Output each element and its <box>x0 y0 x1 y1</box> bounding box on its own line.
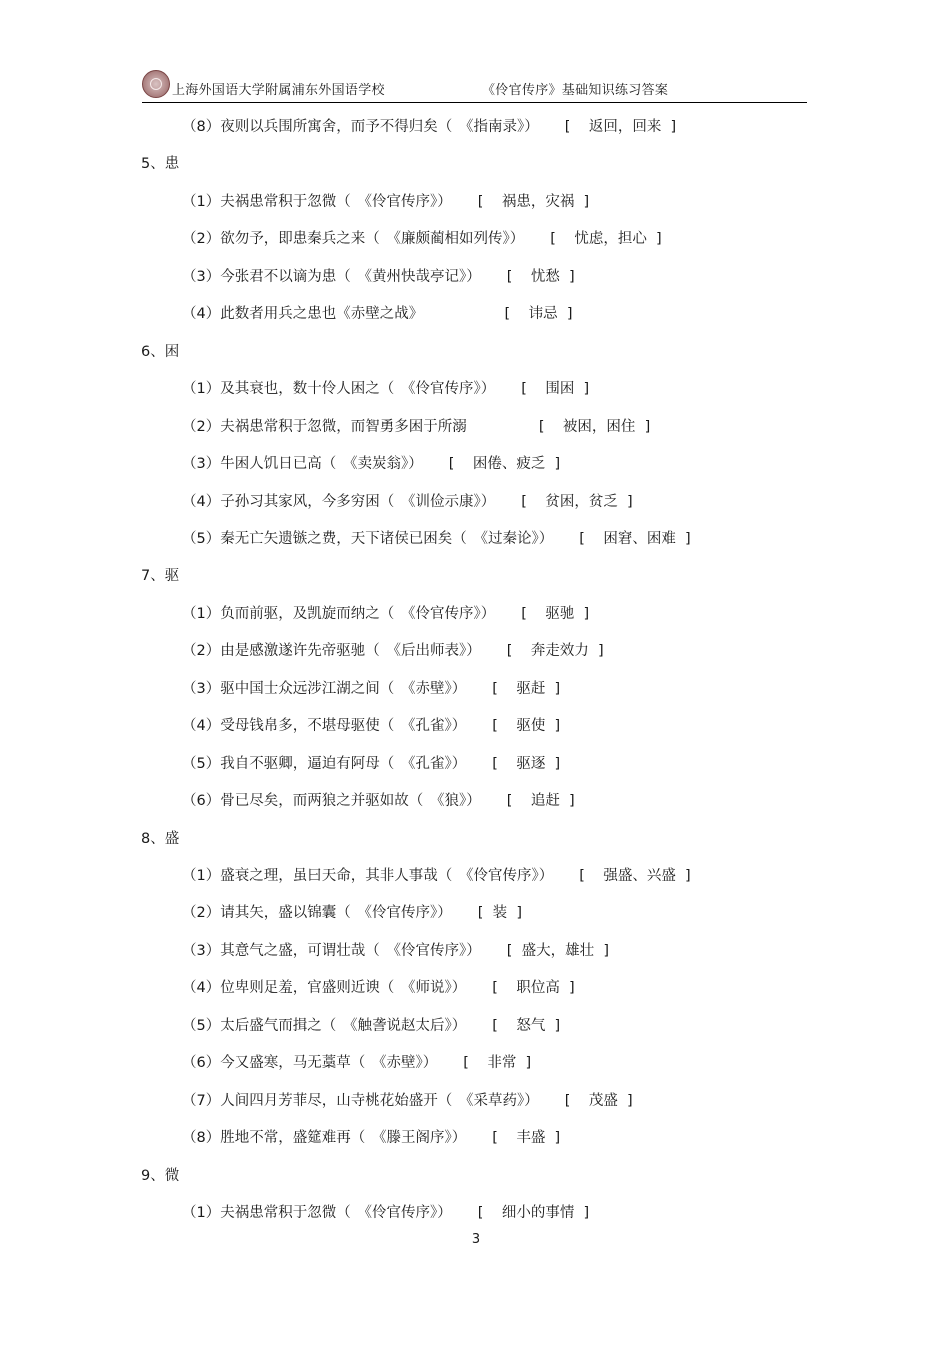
example-sentence: （1）负而前驱，及凯旋而纳之（ <box>182 605 395 622</box>
example-sentence: （2）请其矢，盛以锦囊（ <box>182 905 351 922</box>
list-item <box>182 527 691 551</box>
word-meaning: [ 丰盛 ] <box>492 1130 561 1147</box>
word-meaning: [ 追赶 ] <box>506 793 575 810</box>
example-sentence: （7）人间四月芳菲尽，山寺桃花始盛开（ <box>182 1092 453 1109</box>
section-heading: 8、盛 <box>141 830 180 847</box>
source-title: 《师说》） <box>408 980 467 997</box>
word-meaning: [ 贫困，贫乏 ] <box>521 493 633 510</box>
list-item <box>182 1014 560 1038</box>
source-title: 《训俭示康》） <box>408 493 496 510</box>
list-item <box>182 490 633 514</box>
word-meaning: [ 盛大，雄壮 ] <box>506 942 609 959</box>
section-heading: 9、微 <box>141 1167 180 1184</box>
list-item <box>182 789 575 813</box>
source-title: 《伶官传序》） <box>408 605 496 622</box>
list-item <box>182 976 575 1000</box>
word-meaning: [ 返回，回来 ] <box>564 119 677 135</box>
list-item <box>182 639 604 663</box>
word-meaning: [ 强盛、兴盛 ] <box>579 868 691 884</box>
word-meaning: [ 驱逐 ] <box>492 755 561 772</box>
list-item <box>182 302 573 326</box>
example-sentence: （3）牛困人饥日已高（ <box>182 456 337 473</box>
source-title: 《孔雀》） <box>408 755 467 772</box>
source-title: 《过秦论》） <box>480 530 554 547</box>
list-item <box>182 115 676 139</box>
example-sentence: （1）及其衰也，数十伶人困之（ <box>182 381 395 398</box>
source-title: 《伶官传序》） <box>408 381 496 398</box>
source-title: 《采草药》） <box>466 1092 539 1109</box>
example-sentence: （6）骨已尽矣，而两狼之并驱如故（ <box>182 793 424 810</box>
example-sentence: （5）我自不驱卿，逼迫有阿母（ <box>182 755 395 772</box>
source-title: 《指南录》） <box>466 119 539 135</box>
school-name: 上海外国语大学附属浦东外国语学校 <box>172 83 385 98</box>
section-heading: 6、困 <box>141 343 180 360</box>
list-item <box>182 415 650 439</box>
list-item <box>182 939 609 963</box>
example-sentence: （2）夫祸患常积于忽微，而智勇多困于所溺 <box>182 418 467 435</box>
word-meaning: [ 忧虑，担心 ] <box>550 231 662 248</box>
word-meaning: [ 奔走效力 ] <box>506 643 604 660</box>
list-item <box>182 714 560 738</box>
source-title: 《滕王阁序》） <box>379 1130 467 1147</box>
list-item <box>182 1089 633 1113</box>
example-sentence: （3）今张君不以谪为患（ <box>182 268 351 285</box>
word-meaning: [ 困窘、困难 ] <box>579 530 691 547</box>
header-rule <box>142 102 807 103</box>
list-item <box>182 602 589 626</box>
word-meaning: [ 非常 ] <box>463 1055 532 1072</box>
word-meaning: [ 讳忌 ] <box>449 306 573 323</box>
school-logo-icon <box>142 70 170 98</box>
page-number: 3 <box>471 1232 481 1247</box>
source-title: 《伶官传序》） <box>364 1205 452 1222</box>
example-sentence: （4）子孙习其家风，今多穷困（ <box>182 493 395 510</box>
word-meaning: [ 忧愁 ] <box>506 268 575 285</box>
source-title: 《孔雀》） <box>408 718 467 735</box>
source-title: 《伶官传序》） <box>364 193 452 210</box>
list-item <box>182 752 560 776</box>
source-title: 《狼》） <box>437 793 481 810</box>
source-title: 《卖炭翁》） <box>350 456 423 473</box>
word-meaning: [ 怒气 ] <box>492 1017 561 1034</box>
word-meaning: [ 茂盛 ] <box>564 1092 633 1109</box>
source-title: 《后出师表》） <box>393 643 481 660</box>
word-meaning: [ 职位高 ] <box>492 980 575 997</box>
list-item <box>182 377 589 401</box>
example-sentence: （2）欲勿予，即患秦兵之来（ <box>182 231 380 248</box>
word-meaning: [ 细小的事情 ] <box>477 1205 590 1222</box>
source-title: 《廉颇蔺相如列传》） <box>393 231 525 248</box>
example-sentence: （4）此数者用兵之患也《赤壁之战》 <box>182 306 424 323</box>
list-item <box>182 864 691 888</box>
list-item <box>182 1201 589 1225</box>
word-meaning: [ 驱赶 ] <box>492 680 561 697</box>
page-header <box>142 70 807 104</box>
list-item <box>182 452 560 476</box>
example-sentence: （4）受母钱帛多，不堪母驱使（ <box>182 718 395 735</box>
example-sentence: （2）由是感激遂许先帝驱驰（ <box>182 643 380 660</box>
source-title: 《触詟说赵太后》） <box>350 1017 467 1034</box>
word-meaning: [ 困倦、疲乏 ] <box>448 456 561 473</box>
document-title: 《伶官传序》基础知识练习答案 <box>482 83 669 98</box>
list-item <box>182 677 560 701</box>
source-title: 《黄州快哉亭记》） <box>364 268 481 285</box>
list-item <box>182 265 575 289</box>
source-title: 《伶官传序》） <box>393 942 481 959</box>
example-sentence: （3）驱中国士众远涉江湖之间（ <box>182 680 395 697</box>
example-sentence: （8）胜地不常，盛筵难再（ <box>182 1130 366 1147</box>
section-heading: 5、患 <box>141 156 180 173</box>
word-meaning: [ 被困，困住 ] <box>492 418 651 435</box>
word-meaning: [ 驱驰 ] <box>521 605 590 622</box>
list-item <box>182 190 589 214</box>
source-title: 《伶官传序》） <box>364 905 452 922</box>
list-item <box>182 1051 531 1075</box>
source-title: 《赤壁》） <box>408 680 467 697</box>
source-title: 《赤壁》） <box>379 1055 438 1072</box>
example-sentence: （3）其意气之盛，可谓壮哉（ <box>182 942 380 959</box>
word-meaning: [ 围困 ] <box>521 381 590 398</box>
word-meaning: [ 装 ] <box>477 905 522 922</box>
section-heading: 7、驱 <box>141 568 180 585</box>
source-title: 《伶官传序》） <box>466 868 554 884</box>
list-item <box>182 901 522 925</box>
word-meaning: [ 驱使 ] <box>492 718 561 735</box>
example-sentence: （6）今又盛寒，马无藁草（ <box>182 1055 366 1072</box>
example-sentence: （5）秦无亡矢遗镞之费，天下诸侯已困矣（ <box>182 530 467 547</box>
example-sentence: （1）夫祸患常积于忽微（ <box>182 193 351 210</box>
word-meaning: [ 祸患，灾祸 ] <box>477 193 590 210</box>
example-sentence: （8）夜则以兵围所寓舍，而予不得归矣（ <box>182 119 453 135</box>
example-sentence: （5）太后盛气而揖之（ <box>182 1017 337 1034</box>
example-sentence: （4）位卑则足羞，官盛则近谀（ <box>182 980 395 997</box>
example-sentence: （1）盛衰之理，虽曰天命，其非人事哉（ <box>182 868 453 884</box>
list-item <box>182 1126 560 1150</box>
example-sentence: （1）夫祸患常积于忽微（ <box>182 1205 351 1222</box>
list-item <box>182 227 662 251</box>
